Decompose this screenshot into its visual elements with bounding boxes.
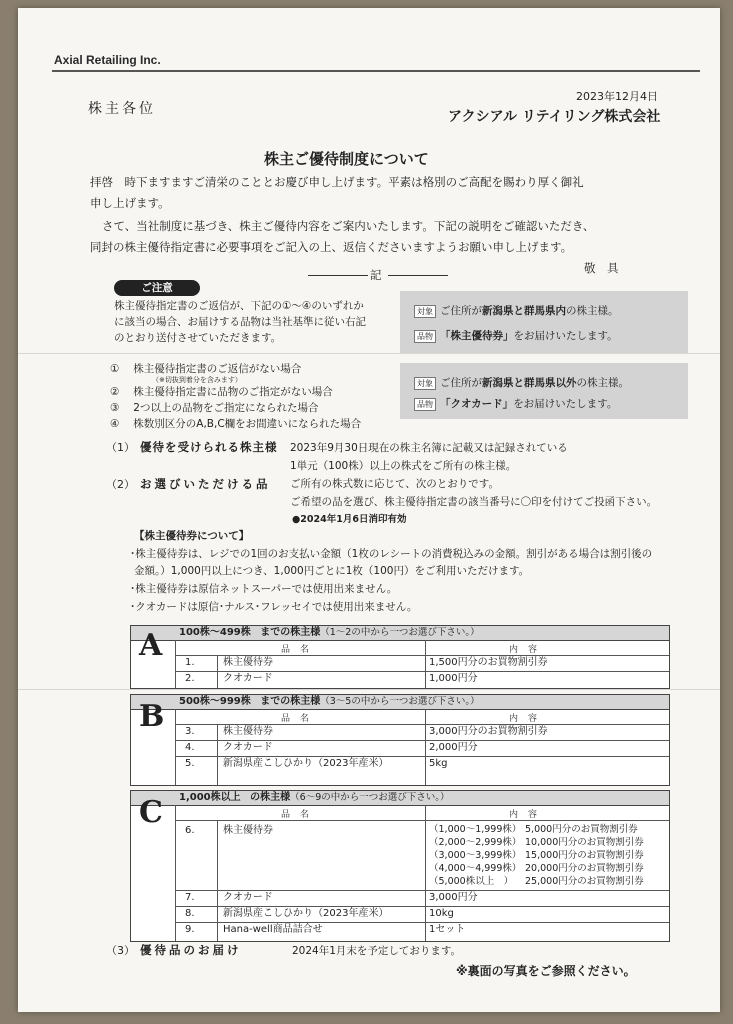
postmark-deadline: ●2024年1月6日消印有効 <box>292 514 407 525</box>
company-name-jp: アクシアル リテイリング株式会社 <box>448 109 661 125</box>
column-header-content: 内容 <box>509 714 548 724</box>
table-row: 3. 株主優待券 3,000円分のお買物割引券 <box>175 724 669 741</box>
voucher-notes-heading: 【株主優待券について】 <box>134 530 250 542</box>
table-row: 8. 新潟県産こしひかり（2023年産米） 10kg <box>175 906 669 923</box>
tier-letter: B <box>139 699 165 734</box>
tier-table-b <box>130 694 670 786</box>
tiered-voucher-list <box>429 823 644 888</box>
section-text: 1単元（100株）以上の株式をご所有の株主様。 <box>290 460 517 472</box>
caution-badge: ご注意 <box>114 280 200 296</box>
column-header-content: 内容 <box>509 645 548 655</box>
intro-line: 拝啓 時下ますますご清栄のこととお慶び申し上げます。平素は格別のご高配を賜わり厚く御礼 <box>90 175 584 189</box>
tiered-voucher-line <box>429 875 644 888</box>
caution-item-2: ② 株主優待指定書に品物のご指定がない場合 <box>110 386 333 398</box>
page-title: 株主ご優待制度について <box>264 150 429 168</box>
ki-rule-right <box>388 275 448 276</box>
table-row: 4. クオカード 2,000円分 <box>175 740 669 757</box>
voucher-note: 金額。）1,000円以上につき、1,000円ごとに1枚（100円）をご利用いただけます。 <box>134 565 530 577</box>
tier-letter: C <box>139 795 163 830</box>
tiered-voucher-line <box>429 849 644 862</box>
caution-item-1: ① 株主優待指定書のご返信がない場合 <box>110 363 302 375</box>
column-header-content: 内容 <box>509 810 548 820</box>
fold-line <box>18 689 720 690</box>
section-text: 2023年9月30日現在の株主名簿に記載又は記録されている <box>290 442 568 454</box>
rule-box-outside <box>400 363 688 419</box>
voucher-value: 20,000円分のお買物割引券 <box>525 863 644 874</box>
section-text: 2024年1月末を予定しております。 <box>292 945 462 957</box>
column-header-name: 品名 <box>281 645 320 655</box>
fold-line <box>18 353 720 354</box>
share-range: （4,000～4,999株） <box>429 863 522 874</box>
caution-item-3: ③ 2つ以上の品物をご指定になられた場合 <box>110 402 319 414</box>
voucher-note: ･クオカードは原信･ナルス･フレッセイでは使用出来ません。 <box>130 601 418 613</box>
section-number: （3） <box>106 944 135 957</box>
rule-item: 品物 「クオカード」をお届けいたします。 <box>414 396 617 411</box>
table-row: 7. クオカード 3,000円分 <box>175 890 669 907</box>
tier-header: 1,000株以上 の株主様（6～9の中から一つお選び下さい。） <box>131 791 669 806</box>
tier-header: 100株～499株 までの株主様（1～2の中から一つお選び下さい。） <box>131 626 669 641</box>
voucher-note: ･株主優待券は、レジでの1回のお支払い金額（1枚のレシートの消費税込みの金額。割引がある場合は割引後の <box>130 548 653 560</box>
section-label: 優待を受けられる株主様 <box>140 440 278 454</box>
date: 2023年12月4日 <box>576 90 658 103</box>
share-range: （3,000～3,999株） <box>429 850 522 861</box>
tiered-voucher-line <box>429 836 644 849</box>
section-number: （1） <box>106 441 135 454</box>
closing: 敬 具 <box>584 261 619 275</box>
section-number: （2） <box>106 478 135 491</box>
tier-letter: A <box>139 628 163 663</box>
divider <box>52 70 700 72</box>
voucher-value: 15,000円分のお買物割引券 <box>525 850 644 861</box>
table-row: 5. 新潟県産こしひかり（2023年産米） 5kg <box>175 756 669 773</box>
tiered-voucher-line <box>429 862 644 875</box>
table-row: 6. 株主優待券 （1,000～1,999株） 5,000円分のお買物割引券 （2,000～2,999株） 10,000円分のお買物割引券 （3,000～3,999株） 15,000円分のお買物割引券 （4,000～4,999株） 20,000円分のお買物割引券 （5,000株以上 ） 25,000円分のお買物割引券 <box>175 820 669 891</box>
column-header-name: 品名 <box>281 810 320 820</box>
intro-line: さて、当社制度に基づき、株主ご優待内容をご案内いたします。下記の説明をご確認いただき、 <box>102 219 595 233</box>
column-header-name: 品名 <box>281 714 320 724</box>
company-name-en: Axial Retailing Inc. <box>54 53 161 67</box>
table-row: 2. クオカード 1,000円分 <box>175 671 669 688</box>
voucher-value: 10,000円分のお買物割引券 <box>525 837 644 848</box>
document-page <box>18 8 720 1012</box>
intro-line: 申し上げます。 <box>90 196 170 210</box>
caution-text: のとおり送付させていただきます。 <box>114 332 282 344</box>
caution-text: 株主優待指定書のご返信が、下記の①～④のいずれか <box>114 300 364 312</box>
tiered-voucher-line <box>429 823 644 836</box>
caution-item-1-sub: （※切抜到着分を含みます） <box>152 376 242 384</box>
ki-mark: 記 <box>370 268 382 282</box>
rule-box-inside <box>400 291 688 353</box>
caution-item-4: ④ 株数別区分のA,B,C欄をお間違いになられた場合 <box>110 418 362 430</box>
voucher-value: 5,000円分のお買物割引券 <box>525 824 638 835</box>
voucher-value: 25,000円分のお買物割引券 <box>525 876 644 887</box>
share-range: （1,000～1,999株） <box>429 824 522 835</box>
section-text: ご希望の品を選び、株主優待指定書の該当番号に〇印を付けてご投函下さい。 <box>290 496 658 508</box>
table-row: 1. 株主優待券 1,500円分のお買物割引券 <box>175 655 669 672</box>
tier-table-c <box>130 790 670 942</box>
voucher-note: ･株主優待券は原信ネットスーパーでは使用出来ません。 <box>130 583 398 595</box>
rule-item: 品物 「株主優待券」をお届けいたします。 <box>414 328 618 343</box>
caution-text: に該当の場合、お届けする品物は当社基準に従い右記 <box>114 316 366 328</box>
rule-target: 対象 ご住所が新潟県と群馬県内の株主様。 <box>414 303 619 318</box>
ki-rule-left <box>308 275 368 276</box>
share-range: （5,000株以上 ） <box>429 876 514 887</box>
section-text: ご所有の株式数に応じて、次のとおりです。 <box>290 478 499 490</box>
rule-target: 対象 ご住所が新潟県と群馬県以外の株主様。 <box>414 375 629 390</box>
tier-header: 500株～999株 までの株主様（3～5の中から一つお選び下さい。） <box>131 695 669 710</box>
share-range: （2,000～2,999株） <box>429 837 522 848</box>
intro-line: 同封の株主優待指定書に必要事項をご記入の上、返信くださいますようお願い申し上げます。 <box>90 240 573 254</box>
section-label: お選びいただける品 <box>140 477 271 491</box>
footer-note: ※裏面の写真をご参照ください。 <box>456 964 636 978</box>
addressee: 株主各位 <box>88 101 156 117</box>
tier-table-a <box>130 625 670 689</box>
section-label: 優待品のお届け <box>140 943 242 957</box>
table-row: 9. Hana-well商品詰合せ 1セット <box>175 922 669 940</box>
